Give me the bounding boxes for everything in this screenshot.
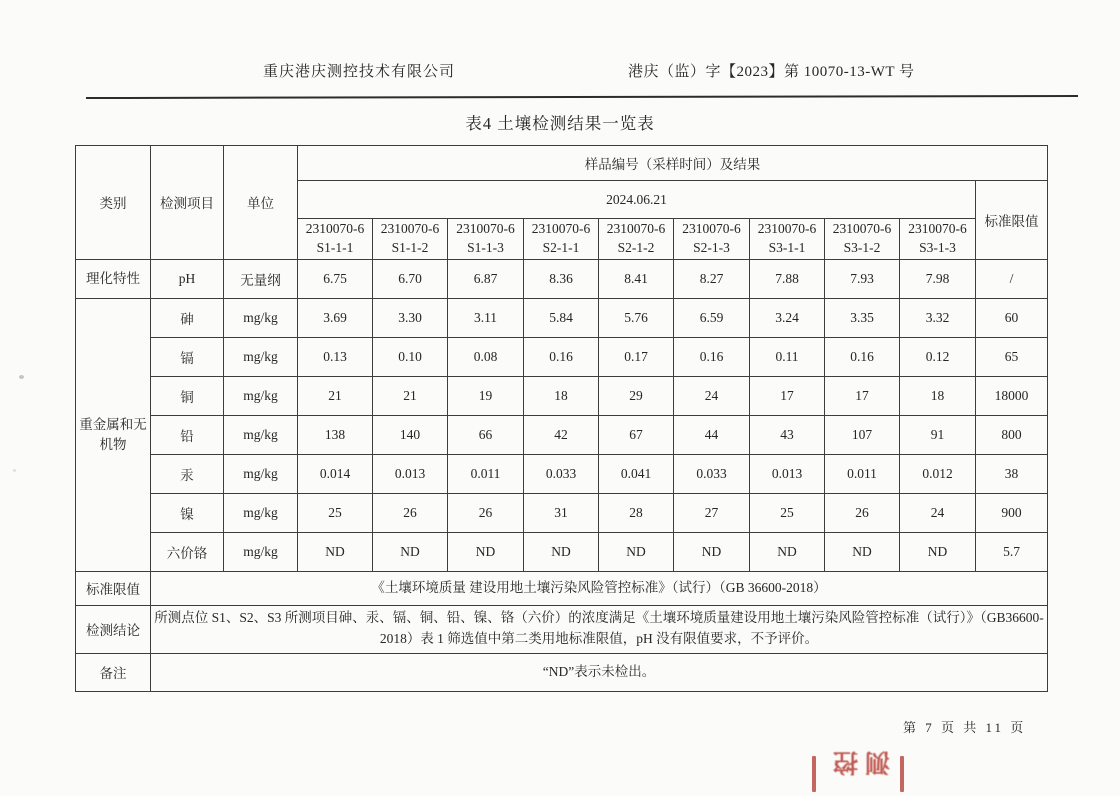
value-cell: 0.011 bbox=[825, 454, 900, 493]
unit-cell: mg/kg bbox=[224, 532, 298, 571]
value-cell: 3.24 bbox=[750, 298, 825, 337]
sample-sub-code: S1-1-3 bbox=[467, 239, 504, 255]
table-row bbox=[76, 454, 1048, 493]
value-cell: 27 bbox=[674, 493, 750, 532]
limit-cell: 5.7 bbox=[976, 532, 1048, 571]
item-cell: 六价铬 bbox=[151, 532, 224, 571]
sample-code: 2310070-6 bbox=[531, 221, 591, 236]
stamp-left-bar bbox=[812, 756, 816, 792]
value-cell: 0.08 bbox=[448, 337, 524, 376]
value-cell: 0.17 bbox=[599, 337, 674, 376]
limit-cell: / bbox=[976, 259, 1048, 298]
value-cell: ND bbox=[674, 532, 750, 571]
value-cell: 0.12 bbox=[900, 337, 976, 376]
value-cell: 3.35 bbox=[825, 298, 900, 337]
value-cell: 0.11 bbox=[750, 337, 825, 376]
value-cell: 43 bbox=[750, 415, 825, 454]
category-cell: 重金属和无机物 bbox=[76, 298, 151, 571]
value-cell: 7.88 bbox=[750, 259, 825, 298]
item-cell: pH bbox=[151, 259, 224, 298]
value-cell: ND bbox=[750, 532, 825, 571]
sample-id-cell bbox=[674, 219, 750, 260]
stamp-right-bar bbox=[900, 756, 904, 792]
unit-cell: mg/kg bbox=[224, 454, 298, 493]
value-cell: 0.033 bbox=[674, 454, 750, 493]
value-cell: 19 bbox=[448, 376, 524, 415]
table-row bbox=[76, 259, 1048, 298]
value-cell: 5.84 bbox=[524, 298, 599, 337]
value-cell: 7.98 bbox=[900, 259, 976, 298]
sample-id-cell bbox=[448, 219, 524, 260]
value-cell: 17 bbox=[825, 376, 900, 415]
value-cell: 44 bbox=[674, 415, 750, 454]
value-cell: 6.75 bbox=[298, 259, 373, 298]
table-row bbox=[76, 493, 1048, 532]
value-cell: 6.59 bbox=[674, 298, 750, 337]
col-header-item: 检测项目 bbox=[151, 146, 224, 260]
value-cell: ND bbox=[298, 532, 373, 571]
sample-sub-code: S2-1-3 bbox=[693, 239, 730, 255]
value-cell: 0.013 bbox=[373, 454, 448, 493]
limit-cell: 18000 bbox=[976, 376, 1048, 415]
note-label-cell: 标准限值 bbox=[76, 571, 151, 605]
note-label-cell: 检测结论 bbox=[76, 605, 151, 653]
value-cell: 8.36 bbox=[524, 259, 599, 298]
scan-artifact bbox=[13, 469, 16, 472]
value-cell: 25 bbox=[298, 493, 373, 532]
col-header-category: 类别 bbox=[76, 146, 151, 260]
value-cell: 3.32 bbox=[900, 298, 976, 337]
value-cell: 0.011 bbox=[448, 454, 524, 493]
sample-code: 2310070-6 bbox=[832, 221, 892, 236]
value-cell: 24 bbox=[900, 493, 976, 532]
limit-cell: 900 bbox=[976, 493, 1048, 532]
value-cell: 107 bbox=[825, 415, 900, 454]
sample-code: 2310070-6 bbox=[606, 221, 666, 236]
table-row bbox=[76, 298, 1048, 337]
limit-cell: 65 bbox=[976, 337, 1048, 376]
value-cell: 140 bbox=[373, 415, 448, 454]
sample-sub-code: S3-1-2 bbox=[843, 239, 881, 255]
item-cell: 镍 bbox=[151, 493, 224, 532]
value-cell: 0.013 bbox=[750, 454, 825, 493]
value-cell: 24 bbox=[674, 376, 750, 415]
sample-id-cell bbox=[750, 219, 825, 260]
value-cell: 0.16 bbox=[825, 337, 900, 376]
value-cell: 91 bbox=[900, 415, 976, 454]
table-row bbox=[76, 337, 1048, 376]
sample-id-cell bbox=[599, 219, 674, 260]
unit-cell: mg/kg bbox=[224, 493, 298, 532]
value-cell: 31 bbox=[524, 493, 599, 532]
soil-results-table bbox=[75, 145, 1048, 692]
unit-cell: mg/kg bbox=[224, 376, 298, 415]
value-cell: 26 bbox=[373, 493, 448, 532]
sample-code: 2310070-6 bbox=[456, 221, 515, 236]
sample-sub-code: S2-1-2 bbox=[617, 239, 655, 255]
note-label-cell: 备注 bbox=[76, 653, 151, 691]
value-cell: 6.87 bbox=[448, 259, 524, 298]
unit-cell: 无量纲 bbox=[224, 259, 298, 298]
sample-id-cell bbox=[373, 219, 448, 260]
sample-sub-code: S2-1-1 bbox=[542, 239, 580, 255]
item-cell: 镉 bbox=[151, 337, 224, 376]
value-cell: 6.70 bbox=[373, 259, 448, 298]
sample-code: 2310070-6 bbox=[908, 221, 967, 236]
value-cell: 3.69 bbox=[298, 298, 373, 337]
note-row bbox=[76, 653, 1048, 691]
category-cell: 理化特性 bbox=[76, 259, 151, 298]
value-cell: 28 bbox=[599, 493, 674, 532]
value-cell: 42 bbox=[524, 415, 599, 454]
unit-cell: mg/kg bbox=[224, 298, 298, 337]
item-cell: 铅 bbox=[151, 415, 224, 454]
col-header-samples: 样品编号（采样时间）及结果 bbox=[298, 146, 1048, 181]
red-stamp bbox=[812, 748, 904, 796]
value-cell: 29 bbox=[599, 376, 674, 415]
value-cell: 0.041 bbox=[599, 454, 674, 493]
value-cell: 25 bbox=[750, 493, 825, 532]
value-cell: 7.93 bbox=[825, 259, 900, 298]
sample-sub-code: S1-1-1 bbox=[316, 239, 354, 255]
value-cell: ND bbox=[599, 532, 674, 571]
sample-code: 2310070-6 bbox=[305, 221, 365, 236]
scan-artifact bbox=[19, 375, 24, 379]
item-cell: 砷 bbox=[151, 298, 224, 337]
value-cell: 26 bbox=[448, 493, 524, 532]
value-cell: 26 bbox=[825, 493, 900, 532]
value-cell: 0.014 bbox=[298, 454, 373, 493]
item-cell: 铜 bbox=[151, 376, 224, 415]
value-cell: 67 bbox=[599, 415, 674, 454]
sample-id-cell bbox=[900, 219, 976, 260]
value-cell: 66 bbox=[448, 415, 524, 454]
value-cell: 0.033 bbox=[524, 454, 599, 493]
limit-cell: 38 bbox=[976, 454, 1048, 493]
value-cell: 21 bbox=[373, 376, 448, 415]
value-cell: ND bbox=[900, 532, 976, 571]
sample-sub-code: S3-1-1 bbox=[768, 239, 806, 255]
value-cell: ND bbox=[373, 532, 448, 571]
sample-id-cell bbox=[298, 219, 373, 260]
sample-id-cell bbox=[524, 219, 599, 260]
sample-code: 2310070-6 bbox=[380, 221, 440, 236]
value-cell: ND bbox=[524, 532, 599, 571]
table-row bbox=[76, 532, 1048, 571]
value-cell: 18 bbox=[900, 376, 976, 415]
value-cell: 0.012 bbox=[900, 454, 976, 493]
report-number: 港庆（监）字【2023】第 10070-13-WT 号 bbox=[628, 64, 915, 80]
value-cell: 17 bbox=[750, 376, 825, 415]
company-name: 重庆港庆测控技术有限公司 bbox=[263, 64, 456, 80]
value-cell: 138 bbox=[298, 415, 373, 454]
sample-sub-code: S3-1-3 bbox=[919, 239, 956, 255]
value-cell: 0.10 bbox=[373, 337, 448, 376]
value-cell: 0.16 bbox=[524, 337, 599, 376]
limit-cell: 800 bbox=[976, 415, 1048, 454]
value-cell: ND bbox=[448, 532, 524, 571]
value-cell: 5.76 bbox=[599, 298, 674, 337]
sample-sub-code: S1-1-2 bbox=[391, 239, 429, 255]
limit-cell: 60 bbox=[976, 298, 1048, 337]
value-cell: 3.11 bbox=[448, 298, 524, 337]
note-row bbox=[76, 571, 1048, 605]
unit-cell: mg/kg bbox=[224, 415, 298, 454]
note-text-cell: 所测点位 S1、S2、S3 所测项目砷、汞、镉、铜、铅、镍、铬（六价）的浓度满足《土壤环境质量建设用地土壤污染风险管控标准（试行）》（GB36600-2018）表 1 筛选值中第二类用地标准限值，pH 没有限值要求，不予评价。 bbox=[151, 605, 1048, 653]
item-cell: 汞 bbox=[151, 454, 224, 493]
value-cell: 18 bbox=[524, 376, 599, 415]
col-header-date: 2024.06.21 bbox=[298, 181, 976, 219]
col-header-unit: 单位 bbox=[224, 146, 298, 260]
header-divider bbox=[86, 95, 1078, 99]
table-row bbox=[76, 415, 1048, 454]
note-row bbox=[76, 605, 1048, 653]
stamp-glyphs: 测控 bbox=[825, 748, 890, 775]
note-text-cell: “ND”表示未检出。 bbox=[151, 653, 1048, 691]
value-cell: 3.30 bbox=[373, 298, 448, 337]
table-row bbox=[76, 376, 1048, 415]
value-cell: 21 bbox=[298, 376, 373, 415]
sample-code: 2310070-6 bbox=[757, 221, 817, 236]
sample-id-cell bbox=[825, 219, 900, 260]
unit-cell: mg/kg bbox=[224, 337, 298, 376]
page-number: 第 7 页 共 11 页 bbox=[903, 720, 1027, 735]
value-cell: 0.13 bbox=[298, 337, 373, 376]
sample-code: 2310070-6 bbox=[682, 221, 741, 236]
value-cell: 8.41 bbox=[599, 259, 674, 298]
note-text-cell: 《土壤环境质量 建设用地土壤污染风险管控标准》（试行）（GB 36600-2018） bbox=[151, 571, 1048, 605]
table-title: 表4 土壤检测结果一览表 bbox=[465, 114, 655, 133]
col-header-limit: 标准限值 bbox=[976, 181, 1048, 260]
value-cell: 0.16 bbox=[674, 337, 750, 376]
value-cell: ND bbox=[825, 532, 900, 571]
value-cell: 8.27 bbox=[674, 259, 750, 298]
